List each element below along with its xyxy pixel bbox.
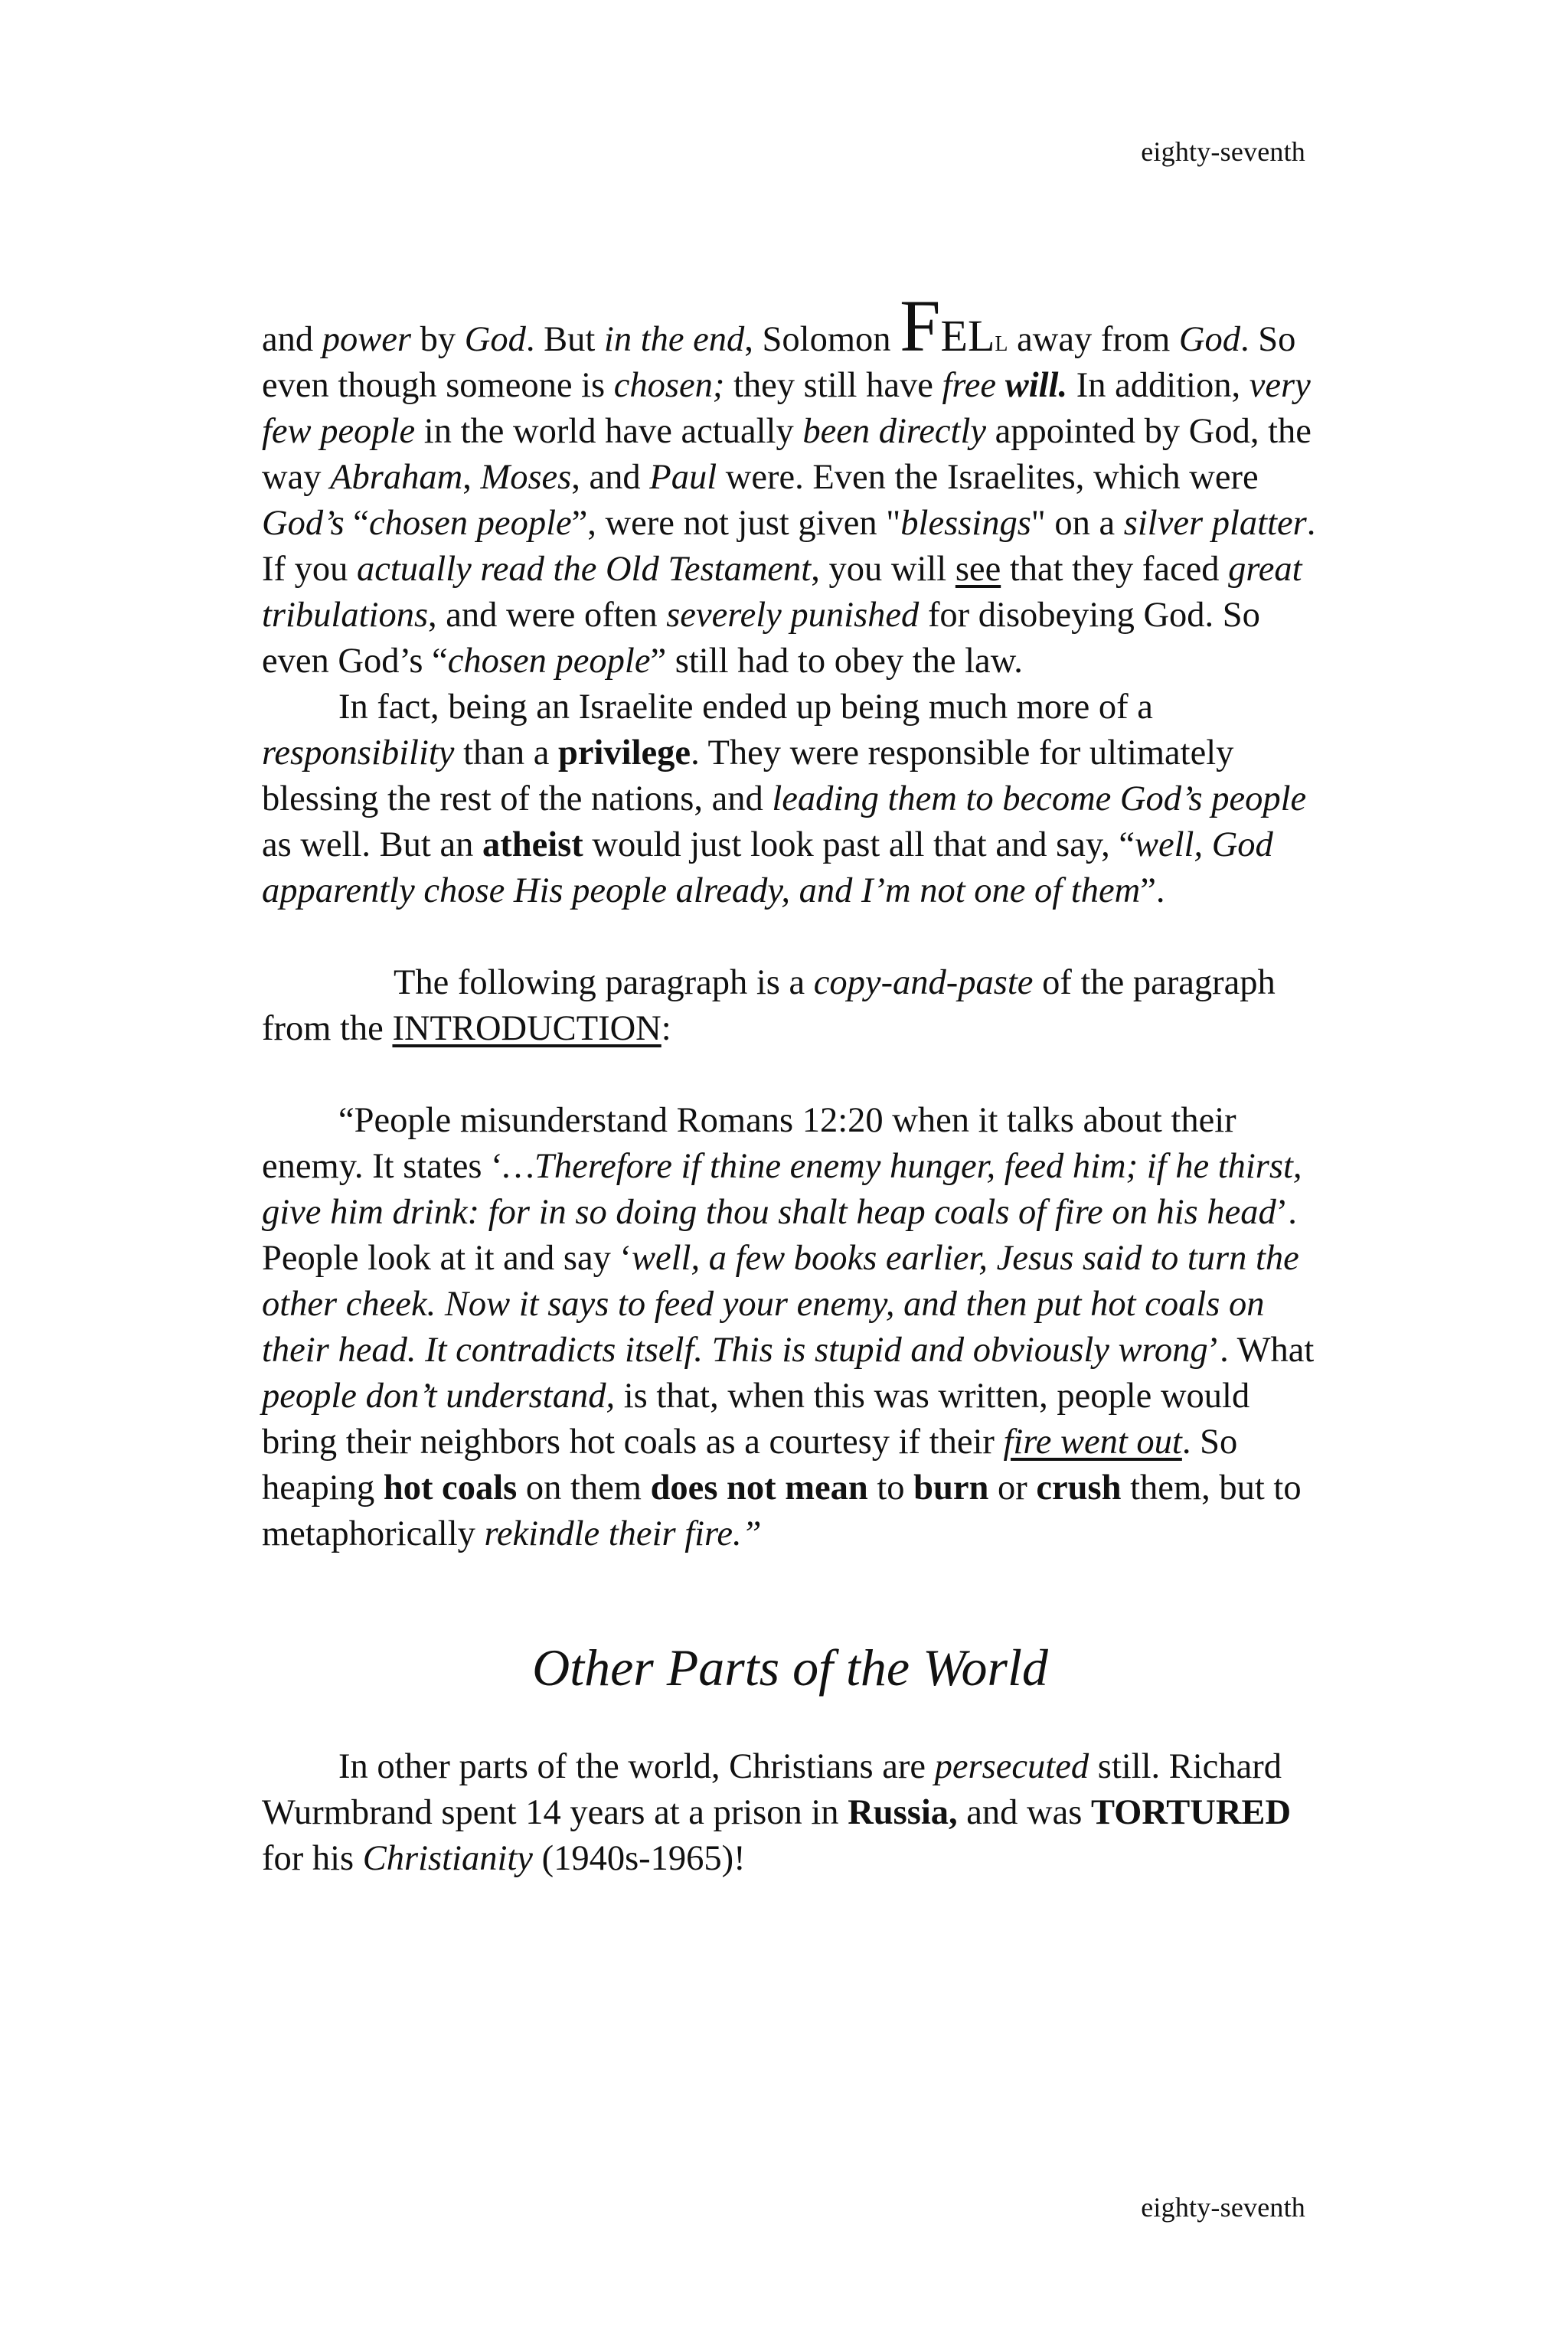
text-run: , and were often: [428, 596, 667, 635]
text-run: fire went out: [1003, 1423, 1182, 1462]
text-run: appointed by God, the way: [262, 412, 1312, 497]
text-run: and was: [957, 1793, 1091, 1832]
text-run: copy-and-paste: [813, 963, 1034, 1002]
text-run: away from: [1008, 320, 1179, 359]
text-run: in the world have actually: [415, 412, 803, 451]
text-run: INTRODUCTION: [392, 1009, 662, 1048]
text-run: privilege: [558, 733, 691, 773]
text-run: , you will: [811, 550, 956, 589]
text-run: silver platter: [1123, 504, 1307, 543]
paragraph-romans-quote: [262, 1098, 1318, 1557]
text-run: for disobeying God. So even God’s “: [262, 596, 1260, 681]
text-run: been directly: [802, 412, 987, 451]
text-run: ”.: [1140, 871, 1165, 910]
text-run: rekindle their fire.”: [484, 1514, 762, 1553]
text-run: on them: [517, 1468, 651, 1508]
text-run: by: [411, 320, 465, 359]
text-run: Abraham: [330, 458, 463, 497]
page-body: [262, 285, 1318, 1882]
text-run: (1940s-1965)!: [532, 1839, 746, 1878]
text-run: chosen;: [613, 366, 725, 405]
paragraph-solomon: [262, 285, 1318, 684]
text-run: Paul: [649, 458, 717, 497]
text-run: God: [1178, 320, 1240, 359]
text-run: them, but to metaphorically: [262, 1468, 1302, 1553]
text-run: In fact, being an Israelite ended up being much more of a: [338, 688, 1153, 727]
text-run: God: [464, 320, 526, 359]
text-run: responsibility: [262, 733, 455, 773]
text-run: Christianity: [362, 1839, 533, 1878]
text-run: people don’t understand,: [262, 1377, 616, 1416]
text-run: will.: [1004, 366, 1068, 405]
text-run: or: [988, 1468, 1037, 1508]
text-run: see: [955, 550, 1001, 589]
fell-letter-l: L: [967, 311, 995, 361]
text-run: ’. What: [1207, 1331, 1315, 1370]
text-run: is that, when this was written, people would bring their neighbors hot coals as a courtesy if their: [262, 1377, 1250, 1462]
text-run: atheist: [482, 825, 583, 864]
text-run: leading them to become God’s people: [772, 779, 1307, 818]
text-run: :: [661, 1009, 671, 1048]
text-run: well, a few books earlier, Jesus said to turn the other cheek. Now it says to feed your enemy, and then put hot coals on their head. It contradicts itself. This is stupid and obviously wrong: [262, 1239, 1299, 1370]
page-header-running-title: eighty-seventh: [1141, 136, 1305, 167]
fell-letter-l-small: L: [995, 332, 1008, 356]
text-run: In addition,: [1067, 366, 1250, 405]
text-run: " on a: [1031, 504, 1124, 543]
fell-letter-e: E: [940, 311, 968, 361]
text-run: that they faced: [1001, 550, 1229, 589]
fell-drop-letter-f: F: [900, 285, 941, 367]
section-heading: Other Parts of the World: [532, 1638, 1048, 1697]
text-run: power: [322, 320, 412, 359]
text-run: chosen people: [447, 642, 651, 681]
text-run: free: [942, 366, 1005, 405]
text-run: , and: [571, 458, 650, 497]
text-run: ”, were not just given ": [571, 504, 901, 543]
text-run: . So even though someone is: [262, 320, 1296, 405]
text-run: TORTURED: [1090, 1793, 1292, 1832]
text-run: ,: [462, 458, 481, 497]
text-run: would just look past all that and say, “: [583, 825, 1135, 864]
text-run: “People misunderstand Romans 12:20 when it talks about their enemy. It states ‘: [262, 1101, 1236, 1186]
section-spacer: [262, 1698, 1318, 1744]
text-run: God’s: [262, 504, 345, 543]
text-run: Moses: [480, 458, 572, 497]
paragraph-spacer: [262, 914, 1318, 960]
text-run: as well. But an: [262, 825, 482, 864]
paragraph-persecution: [262, 1744, 1318, 1882]
text-run: very few people: [262, 366, 1311, 451]
text-run: “: [344, 504, 369, 543]
text-run: . If you: [262, 504, 1316, 589]
text-run: were. Even the Israelites, which were: [717, 458, 1259, 497]
text-run: in the end: [603, 320, 745, 359]
text-run: and: [262, 320, 322, 359]
text-run: . So heaping: [262, 1423, 1238, 1508]
text-run: In other parts of the world, Christians are: [338, 1747, 935, 1786]
text-run: Russia,: [848, 1793, 958, 1832]
text-run: severely punished: [666, 596, 920, 635]
text-run: well, God apparently chose His people already, and I’m not one of them: [262, 825, 1273, 910]
text-run: persecuted: [934, 1747, 1089, 1786]
text-run: does not mean: [650, 1468, 868, 1508]
text-run: for his: [262, 1839, 363, 1878]
text-run: ’. People look at it and say ‘: [262, 1193, 1297, 1278]
text-run: still. Richard Wurmbrand spent 14 years at a prison in: [262, 1747, 1282, 1832]
paragraph-copy-paste-note: [262, 960, 1318, 1052]
text-run: burn: [913, 1468, 989, 1508]
text-run: blessings: [900, 504, 1031, 543]
paragraph-israelite: [262, 684, 1318, 914]
text-run: . But: [525, 320, 604, 359]
text-run: great tribulations: [262, 550, 1302, 635]
text-run: of the paragraph from the: [262, 963, 1276, 1048]
section-spacer: [262, 1557, 1318, 1637]
paragraph-spacer: [262, 1052, 1318, 1098]
text-run: chosen people: [368, 504, 572, 543]
text-run: ” still had to obey the law.: [650, 642, 1023, 681]
text-run: crush: [1036, 1468, 1122, 1508]
text-run: they still have: [724, 366, 942, 405]
text-run: hot coals: [383, 1468, 518, 1508]
text-run: The following paragraph is a: [394, 963, 814, 1002]
text-run: to: [867, 1468, 914, 1508]
text-run: than a: [454, 733, 559, 773]
text-run: actually read the Old Testament: [356, 550, 812, 589]
page-footer-running-title: eighty-seventh: [1141, 2192, 1305, 2223]
text-run: …Therefore if thine enemy hunger, feed him; if he thirst, give him drink: for in so doing thou shalt heap coals of fire on his head: [262, 1147, 1302, 1232]
text-run: , Solomon: [744, 320, 900, 359]
text-run: . They were responsible for ultimately blessing the rest of the nations, and: [262, 733, 1234, 818]
